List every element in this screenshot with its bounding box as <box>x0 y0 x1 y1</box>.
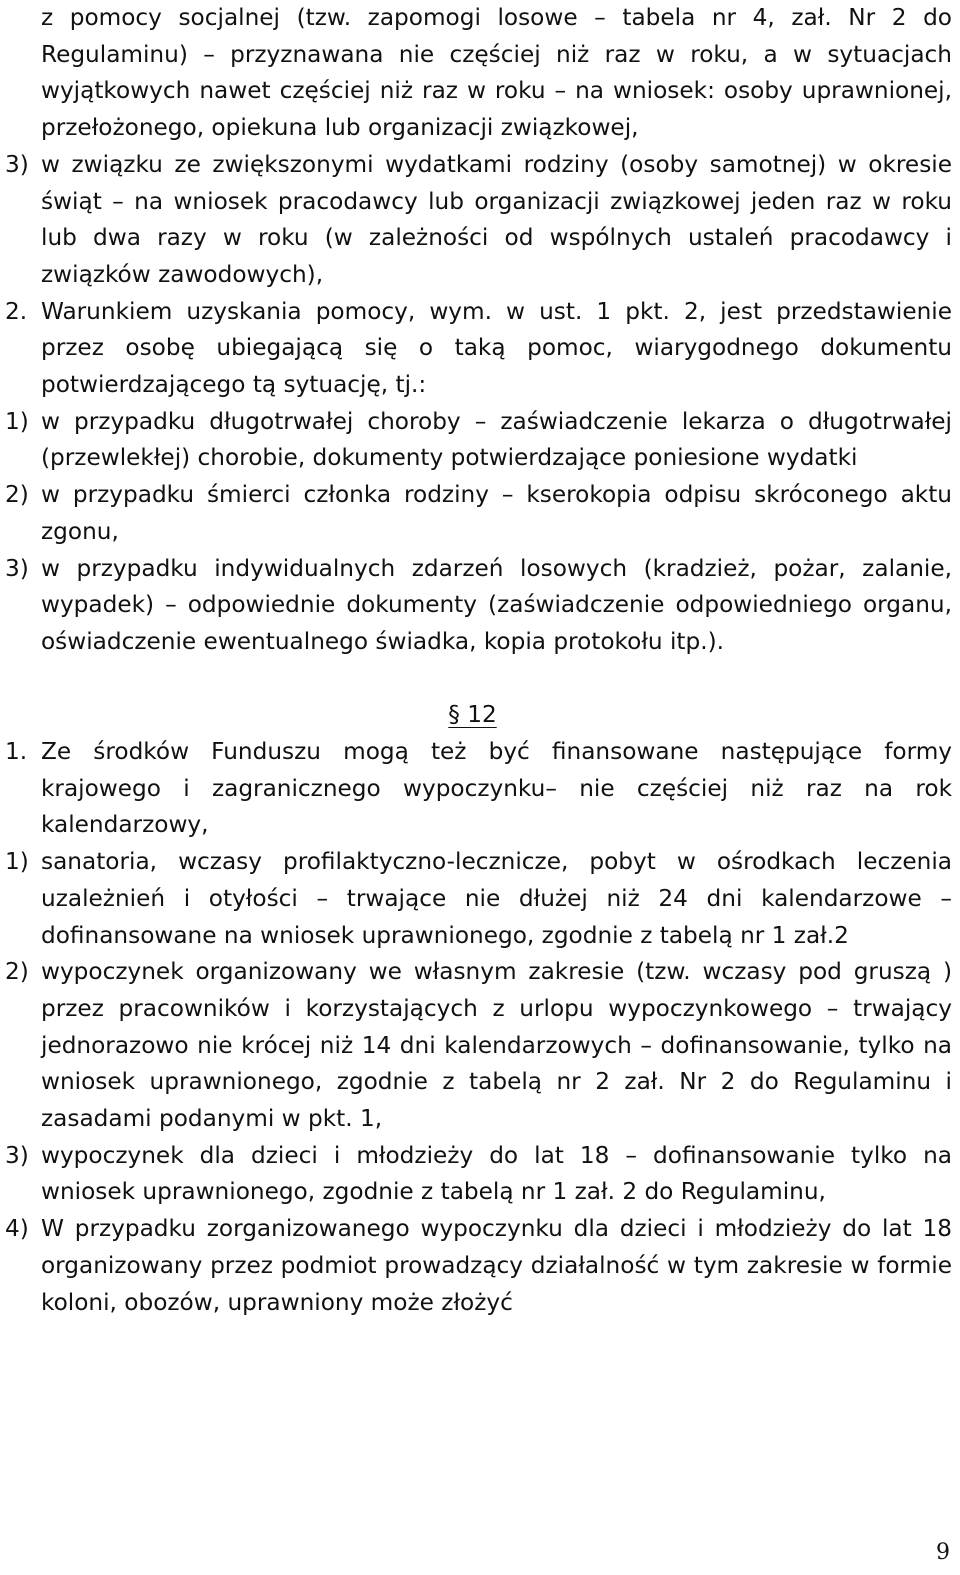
section-heading: § 12 <box>448 701 497 729</box>
list-item <box>5 844 952 954</box>
list-item-number: 1) <box>5 407 29 435</box>
paragraph-text: Ze środków Funduszu mogą też być finansowane następujące formy krajowego i zagranicznego wypoczynku– nie częściej niż raz na rok kalendarzowy, <box>41 738 952 839</box>
paragraph-number: 1. <box>5 738 28 766</box>
list-item-number: 3) <box>5 554 29 582</box>
list-item <box>5 477 952 550</box>
list-item-number: 3) <box>5 1141 29 1169</box>
list-item-text: sanatoria, wczasy profilaktyczno-lecznicze, pobyt w ośrodkach leczenia uzależnień i otyłości – trwające nie dłużej niż 24 dni kalendarzowe – dofinansowane na wniosek uprawnionego, zgodnie z tabelą nr 1 zał.2 <box>41 848 952 949</box>
list-item-text: w związku ze zwiększonymi wydatkami rodziny (osoby samotnej) w okresie świąt – na wniosek pracodawcy lub organizacji związkowej jeden raz w roku lub dwa razy w roku (w zależności od wspólnych ustaleń pracodawcy i związków zawodowych), <box>41 150 952 288</box>
list-item <box>5 1211 952 1321</box>
list-item <box>5 404 952 477</box>
list-item-number: 2) <box>5 958 29 986</box>
list-item-text: wypoczynek dla dzieci i młodzieży do lat 18 – dofinansowanie tylko na wniosek uprawnionego, zgodnie z tabelą nr 1 zał. 2 do Regulaminu, <box>41 1141 952 1206</box>
paragraph-number: 2. <box>5 297 28 325</box>
list-item <box>5 551 952 661</box>
document-body <box>5 0 952 1321</box>
list-item-text: w przypadku śmierci członka rodziny – kserokopia odpisu skróconego aktu zgonu, <box>41 481 952 545</box>
intro-paragraph: z pomocy socjalnej (tzw. zapomogi losowe – tabela nr 4, zał. Nr 2 do Regulaminu) – przyznawana nie częściej niż raz w roku, a w sytuacjach wyjątkowych nawet częściej niż raz w roku – na wniosek: osoby uprawnionej, przełożonego, opiekuna lub organizacji związkowej, <box>41 4 952 142</box>
list-item-text: wypoczynek organizowany we własnym zakresie (tzw. wczasy pod gruszą ) przez pracowników i korzystających z urlopu wypoczynkowego – trwający jednorazowo nie krócej niż 14 dni kalendarzowych – dofinansowanie, tylko na wniosek uprawnionego, zgodnie z tabelą nr 2 zał. Nr 2 do Regulaminu i zasadami podanymi w pkt. 1, <box>41 958 952 1133</box>
list-item-text: w przypadku długotrwałej choroby – zaświadczenie lekarza o długotrwałej (przewlekłej) chorobie, dokumenty potwierdzające poniesione wydatki <box>41 407 952 472</box>
list-item-number: 1) <box>5 848 29 876</box>
list-item-number: 2) <box>5 481 29 509</box>
list-item <box>5 147 952 294</box>
list-item-number: 3) <box>5 150 29 178</box>
list-item <box>5 954 952 1138</box>
list-item-number: 4) <box>5 1215 29 1243</box>
paragraph-2 <box>5 294 952 404</box>
list-item-text: w przypadku indywidualnych zdarzeń losowych (kradzież, pożar, zalanie, wypadek) – odpowiednie dokumenty (zaświadczenie odpowiedniego organu, oświadczenie ewentualnego świadka, kopia protokołu itp.). <box>41 554 952 655</box>
paragraph-text: Warunkiem uzyskania pomocy, wym. w ust. 1 pkt. 2, jest przedstawienie przez osobę ubiegającą się o taką pomoc, wiarygodnego dokumentu potwierdzającego tą sytuację, tj.: <box>41 297 952 399</box>
list-item-text: W przypadku zorganizowanego wypoczynku dla dzieci i młodzieży do lat 18 organizowany przez podmiot prowadzący działalność w tym zakresie w formie koloni, obozów, uprawniony może złożyć <box>41 1215 952 1316</box>
paragraph-1 <box>5 734 952 844</box>
list-item <box>5 1138 952 1211</box>
page-number: 9 <box>936 1540 950 1565</box>
